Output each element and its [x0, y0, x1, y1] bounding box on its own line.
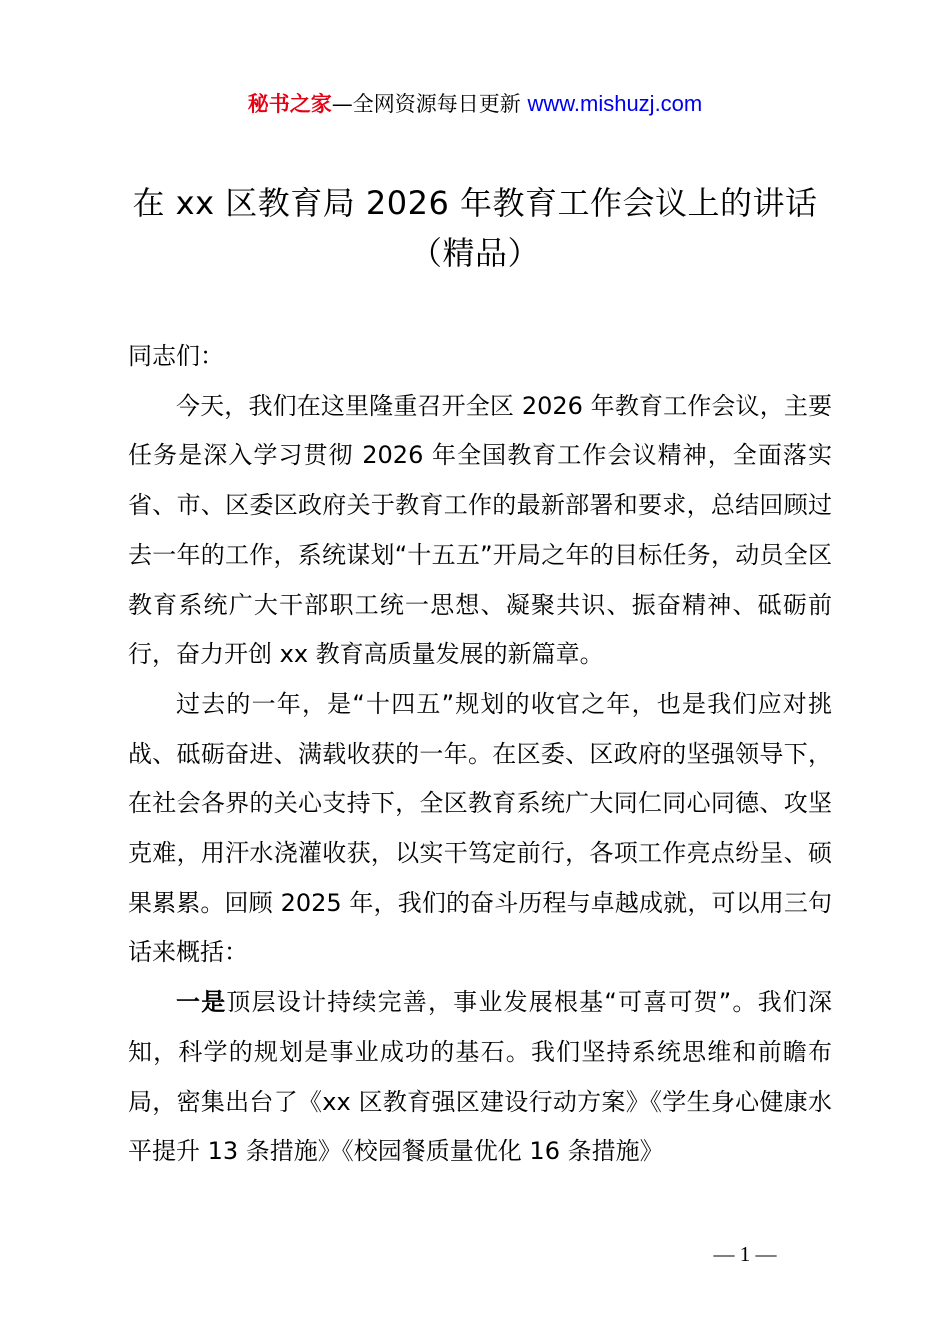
site-brand: 秘书之家: [247, 92, 332, 116]
title-line-sub: （精品）: [409, 234, 540, 272]
site-url-link[interactable]: www.mishuzj.com: [527, 91, 703, 116]
page-number: — 1 —: [713, 1242, 777, 1266]
title-line-main: 在 xx 区教育局 2026 年教育工作会议上的讲话: [132, 184, 818, 222]
salutation: 同志们：: [128, 342, 224, 370]
point-one-lead: 一是: [176, 988, 227, 1017]
paragraph-point-one: [128, 978, 832, 1177]
point-one-text: 顶层设计持续完善，事业发展根基“可喜可贺”。我们深知，科学的规划是事业成功的基石。我们坚持系统思维和前瞻布局，密集出台了《xx 区教育强区建设行动方案》《学生身心健康水平提升 13 条措施》《校园餐质量优化 16 条措施》: [128, 988, 833, 1166]
site-tagline: —全网资源每日更新: [331, 92, 528, 116]
site-header: [0, 88, 950, 120]
paragraph-intro: 今天，我们在这里隆重召开全区 2026 年教育工作会议，主要任务是深入学习贯彻 2026 年全国教育工作会议精神，全面落实省、市、区委区政府关于教育工作的最新部署和要求，总结回顾过去一年的工作，系统谋划“十五五”开局之年的目标任务，动员全区教育系统广大干部职工统一思想、凝聚共识、振奋精神、砥砺前行，奋力开创 xx 教育高质量发展的新篇章。: [128, 391, 832, 669]
document-title: [60, 178, 890, 278]
document-body: [128, 332, 832, 1177]
paragraph-review: 过去的一年，是“十四五”规划的收官之年，也是我们应对挑战、砥砺奋进、满载收获的一年。在区委、区政府的坚强领导下，在社会各界的关心支持下，全区教育系统广大同仁同心同德、攻坚克难，用汗水浇灌收获，以实干笃定前行，各项工作亮点纷呈、硕果累累。回顾 2025 年，我们的奋斗历程与卓越成就，可以用三句话来概括：: [128, 689, 832, 967]
